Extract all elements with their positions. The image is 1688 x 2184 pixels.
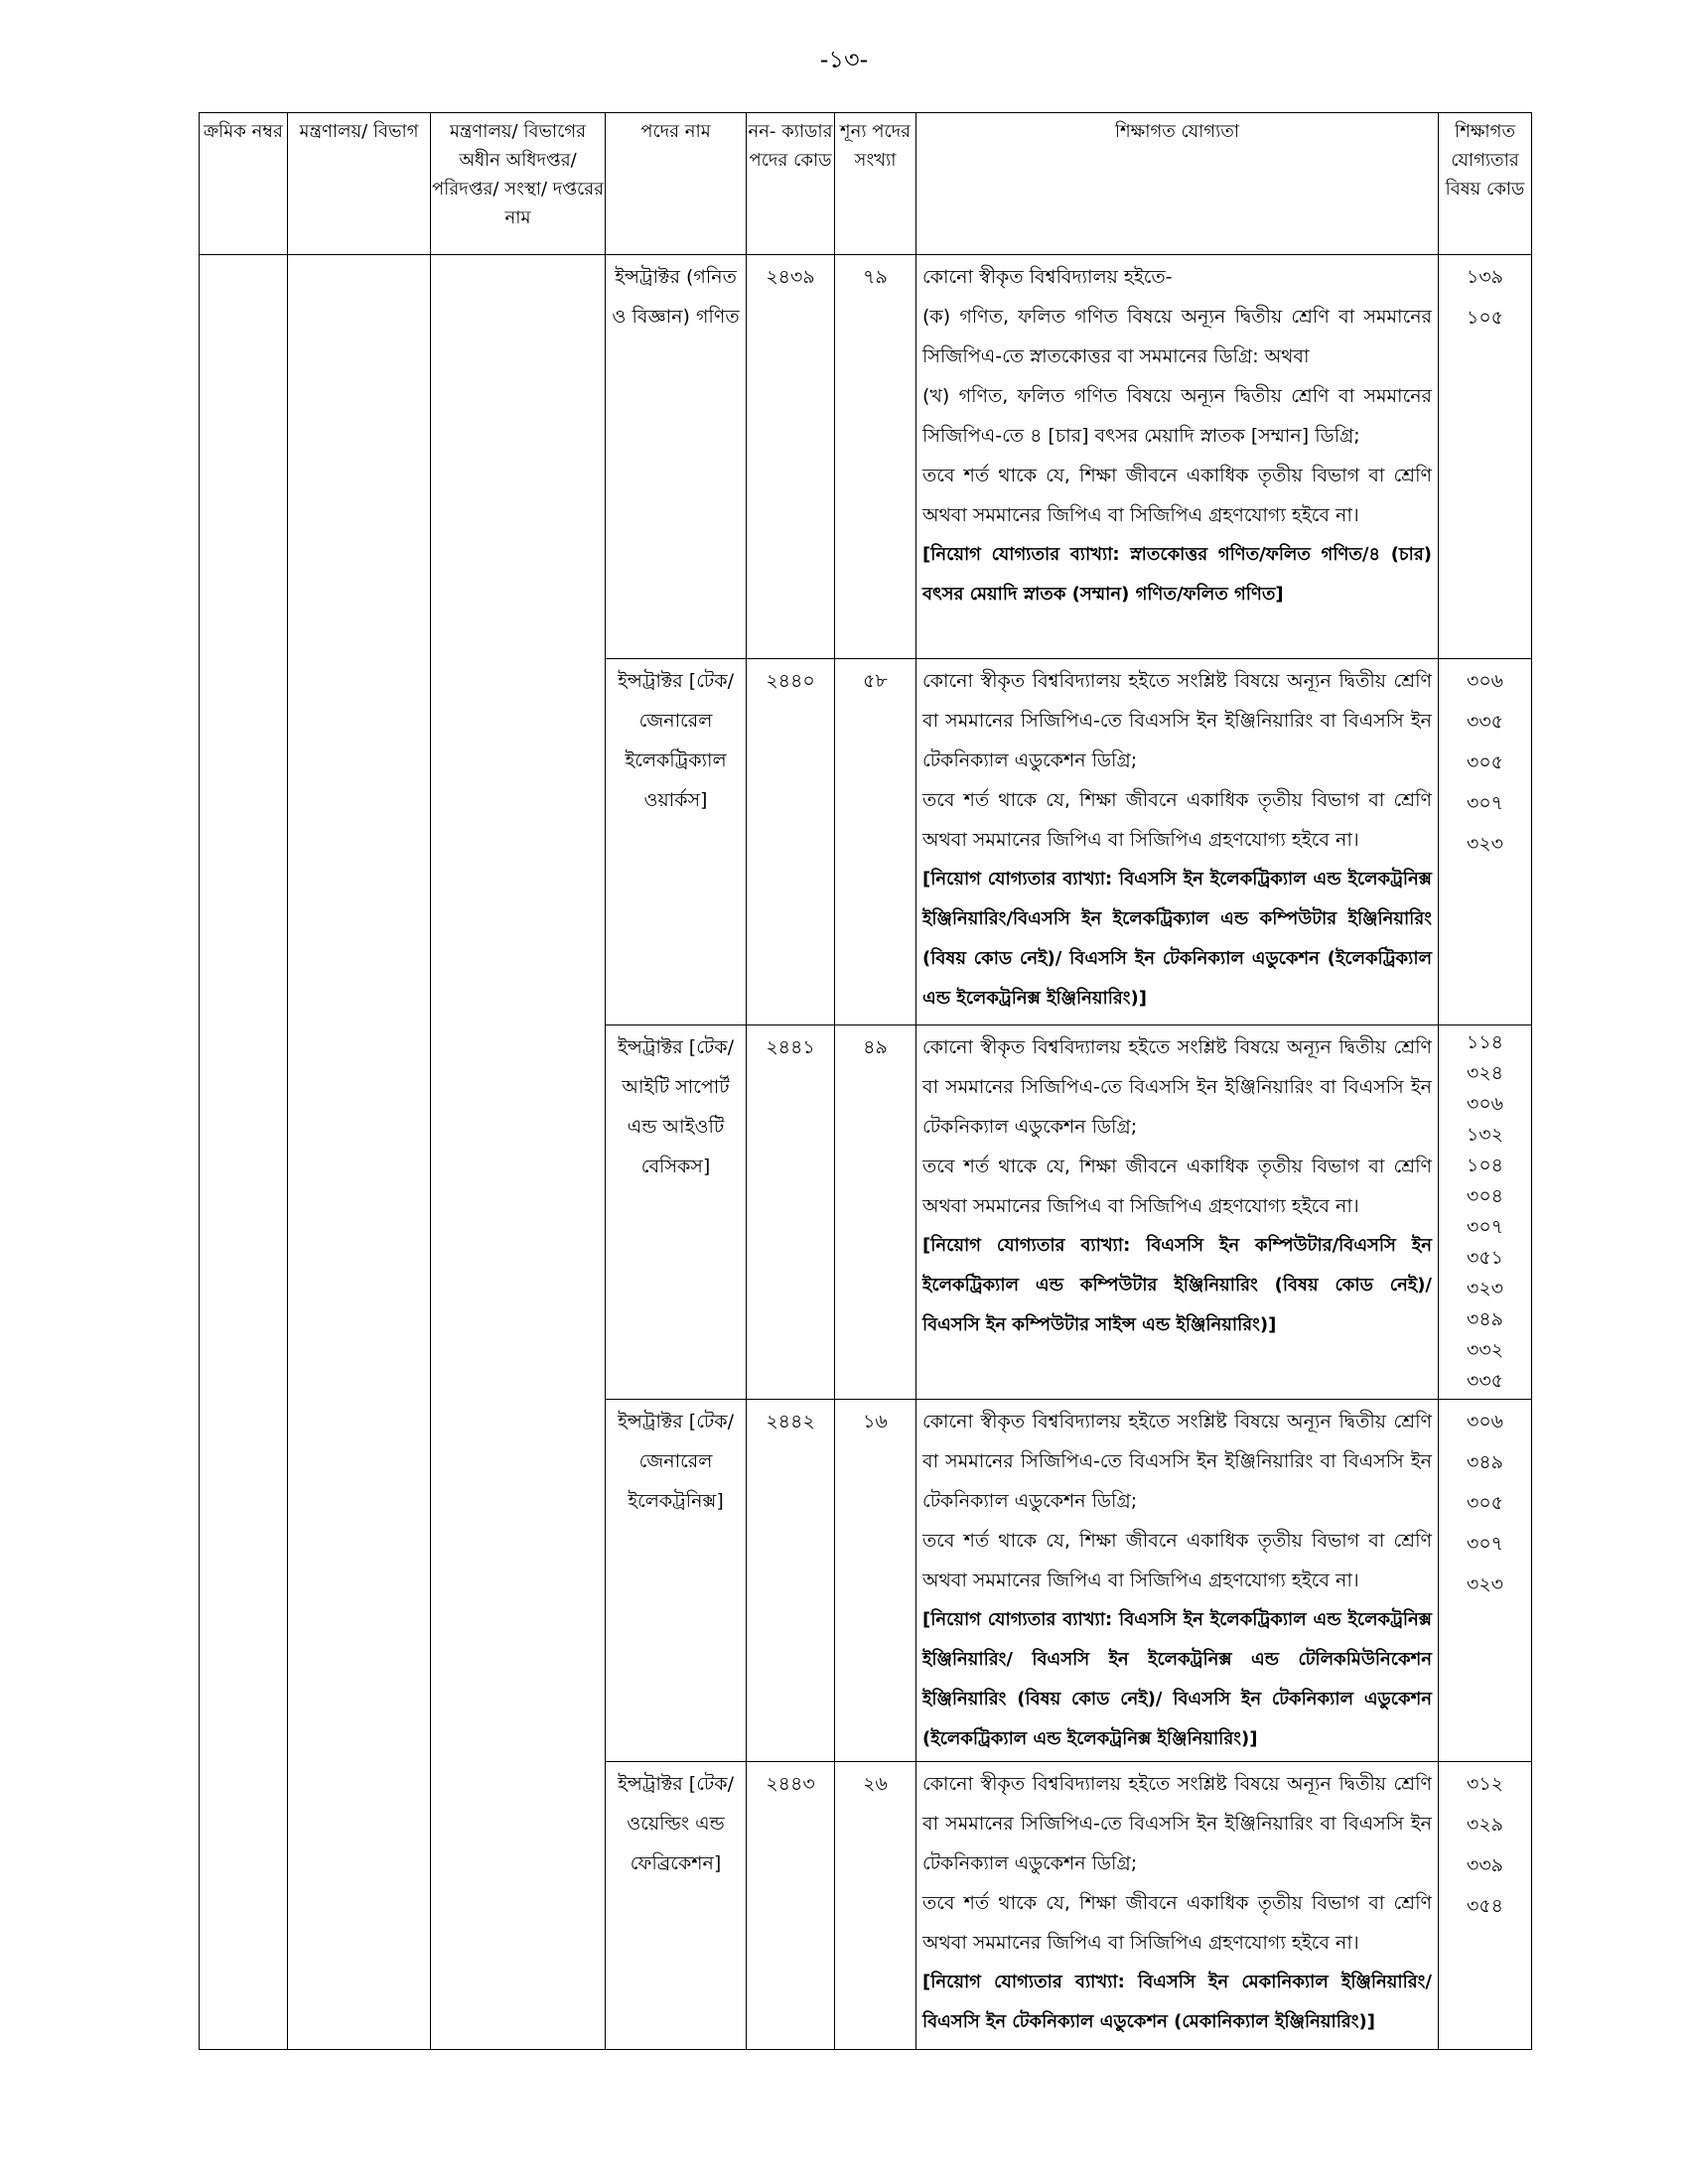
qualification-text <box>916 1762 1439 2050</box>
post-name: ইন্সট্রাক্টর [টেক/ জেনারেল ইলেকট্রনিক্স] <box>606 1400 747 1762</box>
qualification-line: (খ) গণিত, ফলিত গণিত বিষয়ে অন্যূন দ্বিতীয় শ্রেণি বা সমমানের সিজিপিএ-তে ৪ [চার] বৎসর মেয়াদি স্নাতক [সম্মান] ডিগ্রি; <box>922 385 1432 447</box>
subject-code: ৩০৬ <box>1466 1411 1504 1433</box>
subject-code: ৩৩২ <box>1466 1339 1504 1361</box>
qualification-text <box>916 1025 1439 1400</box>
subject-codes <box>1439 1025 1532 1400</box>
qualification-note: [নিয়োগ যোগ্যতার ব্যাখ্যা: বিএসসি ইন ইলেকট্রিক্যাল এন্ড ইলেকট্রনিক্স ইঞ্জিনিয়ারিং/ বিএসসি ইন ইলেকট্রনিক্স এন্ড টেলিকমিউনিকেশন ইঞ্জিনিয়ারিং (বিষয় কোড নেই)/ বিএসসি ইন টেকনিক্যাল এডুকেশন (ইলেকট্রিক্যাল এন্ড ইলেকট্রনিক্স ইঞ্জিনিয়ারিং)] <box>922 1609 1432 1749</box>
header-noncadre-code: নন- ক্যাডার পদের কোড <box>747 113 835 255</box>
qualification-line: তবে শর্ত থাকে যে, শিক্ষা জীবনে একাধিক তৃতীয় বিভাগ বা শ্রেণি অথবা সমমানের জিপিএ বা সিজিপিএ গ্রহণযোগ্য হইবে না। <box>922 465 1432 526</box>
subject-code: ৩৫৪ <box>1466 1895 1503 1917</box>
noncadre-code: ২৪৪২ <box>747 1400 835 1762</box>
post-name: ইন্সট্রাক্টর (গনিত ও বিজ্ঞান) গণিত <box>606 255 747 659</box>
qualification-line: কোনো স্বীকৃত বিশ্ববিদ্যালয় হইতে সংশ্লিষ্ট বিষয়ে অন্যূন দ্বিতীয় শ্রেণি বা সমমানের সিজিপিএ-তে বিএসসি ইন ইঞ্জিনিয়ারিং বা বিএসসি ইন টেকনিক্যাল এডুকেশন ডিগ্রি; <box>922 1773 1432 1874</box>
qualification-text <box>916 1400 1439 1762</box>
office-cell <box>431 255 606 2050</box>
noncadre-code: ২৪৪০ <box>747 659 835 1025</box>
qualification-text <box>916 659 1439 1025</box>
qualification-line: কোনো স্বীকৃত বিশ্ববিদ্যালয় হইতে- <box>922 266 1173 288</box>
header-post: পদের নাম <box>606 113 747 255</box>
subject-code: ৩২৪ <box>1466 1062 1504 1084</box>
subject-code: ১০৫ <box>1466 307 1503 329</box>
subject-code: ৩১২ <box>1466 1773 1504 1795</box>
noncadre-code: ২৪৩৯ <box>747 255 835 659</box>
subject-code: ৩২৩ <box>1466 1573 1504 1595</box>
header-subject-code: শিক্ষাগত যোগ্যতার বিষয় কোড <box>1439 113 1532 255</box>
table-row <box>200 255 1532 659</box>
header-row <box>200 113 1532 255</box>
qualification-line: (ক) গণিত, ফলিত গণিত বিষয়ে অন্যূন দ্বিতীয় শ্রেণি বা সমমানের সিজিপিএ-তে স্নাতকোত্তর বা সমমানের ডিগ্রি: অথবা <box>922 306 1432 367</box>
subject-code: ৩৪৯ <box>1466 1308 1503 1330</box>
qualification-line: কোনো স্বীকৃত বিশ্ববিদ্যালয় হইতে সংশ্লিষ্ট বিষয়ে অন্যূন দ্বিতীয় শ্রেণি বা সমমানের সিজিপিএ-তে বিএসসি ইন ইঞ্জিনিয়ারিং বা বিএসসি ইন টেকনিক্যাল এডুকেশন ডিগ্রি; <box>922 1036 1432 1138</box>
qualification-note: [নিয়োগ যোগ্যতার ব্যাখ্যা: স্নাতকোত্তর গণিত/ফলিত গণিত/৪ (চার) বৎসর মেয়াদি স্নাতক (সম্মান) গণিত/ফলিত গণিত] <box>922 544 1432 605</box>
subject-code: ৩৫১ <box>1466 1247 1503 1269</box>
serial-cell <box>200 255 288 2050</box>
subject-code: ১৩৯ <box>1466 266 1503 288</box>
subject-code: ৩০৭ <box>1466 1216 1504 1238</box>
qualification-line: কোনো স্বীকৃত বিশ্ববিদ্যালয় হইতে সংশ্লিষ্ট বিষয়ে অন্যূন দ্বিতীয় শ্রেণি বা সমমানের সিজিপিএ-তে বিএসসি ইন ইঞ্জিনিয়ারিং বা বিএসসি ইন টেকনিক্যাল এডুকেশন ডিগ্রি; <box>922 670 1432 771</box>
subject-codes <box>1439 659 1532 1025</box>
subject-code: ৩২৯ <box>1466 1814 1504 1836</box>
header-office: মন্ত্রণালয়/ বিভাগের অধীন অধিদপ্তর/ পরিদপ্তর/ সংস্থা/ দপ্তরের নাম <box>431 113 606 255</box>
vacancy-count: ৫৮ <box>835 659 916 1025</box>
subject-code: ৩২৩ <box>1466 833 1504 855</box>
vacancy-count: ২৬ <box>835 1762 916 2050</box>
vacancy-count: ৭৯ <box>835 255 916 659</box>
subject-code: ১০৪ <box>1466 1155 1503 1176</box>
subject-code: ৩৩৫ <box>1466 711 1504 733</box>
qualification-text <box>916 255 1439 659</box>
subject-code: ৩০৫ <box>1466 1492 1504 1514</box>
qualification-line: তবে শর্ত থাকে যে, শিক্ষা জীবনে একাধিক তৃতীয় বিভাগ বা শ্রেণি অথবা সমমানের জিপিএ বা সিজিপিএ গ্রহণযোগ্য হইবে না। <box>922 789 1432 851</box>
page-number: -১৩- <box>819 46 869 73</box>
qualification-line: তবে শর্ত থাকে যে, শিক্ষা জীবনে একাধিক তৃতীয় বিভাগ বা শ্রেণি অথবা সমমানের জিপিএ বা সিজিপিএ গ্রহণযোগ্য হইবে না। <box>922 1892 1432 1954</box>
header-vacancy: শূন্য পদের সংখ্যা <box>835 113 916 255</box>
subject-code: ১১৪ <box>1467 1031 1503 1053</box>
subject-codes <box>1439 1762 1532 2050</box>
post-name: ইন্সট্রাক্টর [টেক/ ওয়েল্ডিং এন্ড ফেব্রিকেশন] <box>606 1762 747 2050</box>
qualification-line: তবে শর্ত থাকে যে, শিক্ষা জীবনে একাধিক তৃতীয় বিভাগ বা শ্রেণি অথবা সমমানের জিপিএ বা সিজিপিএ গ্রহণযোগ্য হইবে না। <box>922 1530 1432 1591</box>
header-ministry: মন্ত্রণালয়/ বিভাগ <box>288 113 431 255</box>
noncadre-code: ২৪৪১ <box>747 1025 835 1400</box>
subject-code: ৩২৩ <box>1466 1278 1504 1299</box>
vacancy-count: ১৬ <box>835 1400 916 1762</box>
subject-code: ৩০৬ <box>1466 1093 1504 1115</box>
qualification-line: তবে শর্ত থাকে যে, শিক্ষা জীবনে একাধিক তৃতীয় বিভাগ বা শ্রেণি অথবা সমমানের জিপিএ বা সিজিপিএ গ্রহণযোগ্য হইবে না। <box>922 1156 1432 1217</box>
subject-code: ৩০৭ <box>1466 1533 1504 1555</box>
subject-code: ৩৩৫ <box>1466 1370 1504 1392</box>
qualification-note: [নিয়োগ যোগ্যতার ব্যাখ্যা: বিএসসি ইন কম্পিউটার/বিএসসি ইন ইলেকট্রিক্যাল এন্ড কম্পিউটার ইঞ্জিনিয়ারিং (বিষয় কোড নেই)/ বিএসসি ইন কম্পিউটার সাইন্স এন্ড ইঞ্জিনিয়ারিং)] <box>922 1235 1432 1335</box>
subject-code: ৩০৭ <box>1466 792 1504 814</box>
subject-codes <box>1439 255 1532 659</box>
subject-codes <box>1439 1400 1532 1762</box>
header-serial: ক্রমিক নম্বর <box>200 113 288 255</box>
recruitment-table <box>199 112 1532 2050</box>
vacancy-count: ৪৯ <box>835 1025 916 1400</box>
subject-code: ৩৩৯ <box>1466 1854 1504 1876</box>
header-qualification: শিক্ষাগত যোগ্যতা <box>916 113 1439 255</box>
subject-code: ৩০৪ <box>1466 1185 1504 1207</box>
qualification-note: [নিয়োগ যোগ্যতার ব্যাখ্যা: বিএসসি ইন ইলেকট্রিক্যাল এন্ড ইলেকট্রনিক্স ইঞ্জিনিয়ারিং/বিএসসি ইন ইলেকট্রিক্যাল এন্ড কম্পিউটার ইঞ্জিনিয়ারিং (বিষয় কোড নেই)/ বিএসসি ইন টেকনিক্যাল এডুকেশন (ইলেকট্রিক্যাল এন্ড ইলেকট্রনিক্স ইঞ্জিনিয়ারিং)] <box>922 869 1432 1009</box>
qualification-line: কোনো স্বীকৃত বিশ্ববিদ্যালয় হইতে সংশ্লিষ্ট বিষয়ে অন্যূন দ্বিতীয় শ্রেণি বা সমমানের সিজিপিএ-তে বিএসসি ইন ইঞ্জিনিয়ারিং বা বিএসসি ইন টেকনিক্যাল এডুকেশন ডিগ্রি; <box>922 1411 1432 1512</box>
subject-code: ১৩২ <box>1466 1124 1504 1146</box>
subject-code: ৩০৬ <box>1466 670 1504 692</box>
post-name: ইন্সট্রাক্টর [টেক/ আইটি সাপোর্ট এন্ড আইওটি বেসিকস] <box>606 1025 747 1400</box>
post-name: ইন্সট্রাক্টর [টেক/জেনারেল ইলেকট্রিক্যাল ওয়ার্কস] <box>606 659 747 1025</box>
noncadre-code: ২৪৪৩ <box>747 1762 835 2050</box>
ministry-cell <box>288 255 431 2050</box>
qualification-note: [নিয়োগ যোগ্যতার ব্যাখ্যা: বিএসসি ইন মেকানিক্যাল ইঞ্জিনিয়ারিং/ বিএসসি ইন টেকনিক্যাল এডুকেশন (মেকানিক্যাল ইঞ্জিনিয়ারিং)] <box>922 1972 1432 2032</box>
subject-code: ৩৪৯ <box>1466 1451 1503 1473</box>
subject-code: ৩০৫ <box>1466 751 1504 773</box>
